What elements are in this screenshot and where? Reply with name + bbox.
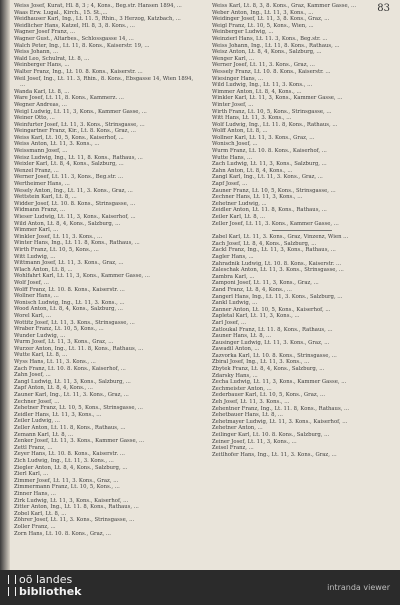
directory-entry: Zinner Hans, ... [14,490,56,497]
directory-entry: Widder Josef, Lt. 10. 8. Kons., Strinsgasse, ... [14,200,136,207]
directory-entry: Weisz Ludwig, Ing., Lt. 11, 8. Kons., Rathaus, ... [14,154,143,161]
directory-entry: Zarl Josef, ... [212,319,247,326]
right-column-lower [212,234,392,458]
directory-entry: Zach Josef, Lt. 8, 4, Kons., Salzburg, ... [212,240,317,247]
directory-entry: Zehetner Ludwig, ... [212,200,267,207]
directory-entry: Zanner Anton, Lt. 10, 5, Kons., Kaiserhof, ... [212,306,331,313]
directory-entry: Zeilinger Karl, Lt. 10. 8. Kons., Salzburg, ... [212,432,330,438]
directory-entry: Winter Hans, Ing., Lt. 11. 8, Kons., Rathaus, ... [14,240,140,247]
directory-entry: Winkler Josef, Lt. 11, 3. Kons., ... [14,233,103,240]
directory-entry: Weber Anton, Ing., Lt. 11, 3, Kons., ... [212,9,314,16]
directory-entry: Weidhauser Karl, Ing., Lt. 11. 5, Rhin., 3 Herzog, Katzbach, ... [14,16,181,23]
directory-entry: Weinberger Hans, ... [14,62,70,69]
directory-entry: Zausinger Ludwig, Lt. 11, 3. Kons., Graz, ... [212,339,330,346]
directory-entry: Zackl Franz, Ing., Lt. 11, 3, Kons., Rathaus, ... [212,247,336,254]
directory-entry: Wurm Josef, Lt. 11, 3, Kons., Graz, ... [14,339,114,346]
directory-entry: Weiss Karl, Lt. 10, 5, Kons., Kaiserhof, ... [14,134,124,141]
directory-entry: Waas Erw. Lugal., Kirch., 15. St.,... [14,9,108,16]
directory-entry: Wieser Ludwig, Lt. 11, 3, Kons., Kaiserhof, ... [14,214,136,220]
directory-entry: Weiner Otto, ... [14,115,55,122]
directory-entry: Wonisch Josef, ... [212,141,258,148]
directory-entry: Wettstein Karl, Lt. 8, ... [14,194,77,201]
directory-entry: Zeidler Hans, Lt. 11, 3, Kons., ... [14,411,102,418]
directory-entry: Zapletal Karl, Lt. 11, 3, Kons., ... [212,313,300,320]
directory-entry: Wolf Josef, ... [14,279,49,286]
directory-entry: Zechmeister Anton, ... [212,385,272,392]
page-gutter [0,0,10,570]
directory-entry: Zitter Anton, Ing., Lt. 11. 8, Kons., Rathaus, ... [14,504,139,511]
directory-entry: Zehetmayer Ludwig, Lt. 11, 3. Kons., Kaiserhof, ... [212,418,348,425]
directory-entry: Zechner Josef, ... [14,398,60,405]
directory-entry: Wunder Ludwig, ... [14,332,66,339]
directory-entry: Zaleschak Anton, Lt. 11, 3. Kons., Strinsgasse, ... [212,267,344,274]
directory-entry: Zoller Franz, ... [14,523,56,530]
directory-entry: Zeidler Anton, Lt. 11. 8, Kons., Rathaus, ... [212,207,327,214]
directory-entry: Wesely Anton, Ing., Lt. 11, 3. Kons., Graz, ... [14,187,133,194]
directory-entry: Wagner Gust., Altarbes., Schlossgasse 14, ... [14,35,134,42]
directory-entry: Wenger Karl, ... [212,55,255,62]
directory-entry: Wolff Anton, Lt. 8, ... [212,128,268,135]
viewer-footer [0,570,400,605]
directory-entry: Weissmann Josef, ... [14,148,68,155]
directory-entry: Zamponi Josef, Lt. 11, 3, Kons., Graz, ... [212,280,319,287]
directory-entry: Weinzierl Hans, Lt. 11. 3, Kons., Beg.str. ... [212,35,328,42]
directory-entry: Zich Ludwig, Ing., Lt. 11, 3. Kons., ... [14,457,114,464]
directory-entry: Wimmer Anton, Lt. 8, 4, Kons., ... [212,88,302,95]
directory-entry: Zangerl Hans, Ing., Lt. 11, 3. Kons., Salzburg, ... [212,293,343,300]
directory-entry: Wimmer Karl, ... [14,227,59,234]
directory-entry: Zeiler Ludwig, ... [14,418,60,425]
directory-entry: Zeiner Josef, Lt. 11, 3, Kons., ... [212,438,297,445]
directory-entry: Zbiral Josef, Ing., Lt. 11, 3. Kons., ... [212,359,310,366]
directory-entry: Zahradnik Ludwig, Lt. 10. 8. Kons., Kaiserstr. ... [212,260,342,267]
library-logo[interactable] [8,574,81,598]
directory-entry: Werner Josef, Lt. 11. 3, Kons., Beg.str. ... [14,174,124,181]
directory-entry: Weil Josef, Ing., Lt. 11. 3, Rhin., 8. Kons., Ebsgasse 14, Wien 1894, ... [14,75,194,89]
directory-entry: Zawadil Anton, ... [212,346,260,353]
directory-entry: Zehentner Franz, Ing., Lt. 11. 8, Kons., Rathaus, ... [212,405,350,412]
directory-entry: Wolf Ludwig, Ing., Lt. 11. 8, Kons., Rathaus, ... [212,121,338,128]
directory-entry: Zand Franz, Lt. 8, 4, Kons., ... [212,286,292,293]
directory-entry: Zach Franz, Lt. 10. 8. Kons., Kaiserhof, ... [14,365,126,372]
directory-entry: Wirth Franz, Lt. 10, 5, Kons., ... [14,246,99,253]
directory-entry: Weixler Karl, Lt. 8, 4, Kons., Salzburg, ... [14,161,124,168]
directory-entry: Wagner Josef Franz, ... [14,29,76,36]
directory-entry: Weigl Franz, Lt. 10, 5, Kons., Wien, ... [212,22,314,29]
directory-entry: Weisz Anton, Lt. 8, 4, Kons., Salzburg, ... [212,49,322,56]
directory-entry: Wood Anton, Lt. 8, 4, Kons., Salzburg, ... [14,306,123,313]
directory-entry: Zeh Josef, Lt. 11, 3. Kons., ... [212,399,290,406]
directory-entry: Wegner Andreas, ... [14,101,67,108]
logo-mark-icon [8,587,16,596]
directory-entry: Wollner Hans, ... [14,293,59,300]
directory-entry: Wild Ludwig, Ing., Lt. 11, 3. Kons., ... [212,82,313,89]
directory-entry: Zapf Anton, Lt. 8, 4, Kons., ... [14,385,93,392]
directory-entry: Wenzel Franz, ... [14,167,59,174]
directory-entry: Zach Ludwig, Lt. 11, 3, Kons., Salzburg, ... [212,161,327,168]
directory-entry: Zechner Hans, Lt. 11, 3, Kons., ... [212,194,303,201]
directory-entry: Zeiler Karl, Lt. 8, ... [212,214,266,220]
directory-entry: Zobel Karl, Lt. 8, ... [14,510,67,517]
right-column-upper [212,3,392,227]
directory-entry: Zbytek Franz, Lt. 8, 4, Kons., Salzburg, ... [212,366,325,373]
directory-entry: Zeisel Franz, ... [212,445,254,452]
logo-mark-icon [8,575,16,584]
directory-entry: Zecha Ludwig, Lt. 11, 3, Kons., Kammer Gasse, ... [212,379,347,386]
directory-entry: Weinberger Ludwig, ... [212,29,274,36]
logo-text-line1: oö landes [19,573,73,586]
logo-text-line2: bibliothek [19,585,82,598]
page-number: 83 [377,3,390,14]
directory-entry: Wyss Hans, Lt. 11, 3. Kons., ... [14,359,96,366]
directory-entry: Zenker Josef, Lt. 11, 3. Kons., Kammer Gasse, ... [14,438,145,445]
directory-entry: Zapf Josef, ... [212,181,248,188]
directory-entry: Zangl Ludwig, Lt. 11, 3, Kons., Salzburg, ... [14,378,131,385]
directory-entry: Ziegler Anton, Lt. 8, 4, Kons., Salzburg, ... [14,464,128,471]
directory-entry: Zagler Hans, ... [212,253,254,260]
directory-entry: Zöhrer Josef, Lt. 11, 3. Kons., Strinsgasse, ... [14,517,135,524]
directory-entry: Wollner Karl, Lt. 11, 3. Kons., Graz, ... [212,134,315,141]
directory-entry: Zambra Karl, ... [212,273,255,280]
directory-entry: Wald Leo, Schulrat, Lt. 8, ... [14,55,90,62]
directory-entry: Wild Anton, Lt. 8, 4, Kons., Salzburg, ... [14,220,121,227]
directory-entry: Zdarsky Hans, ... [212,372,258,379]
directory-entry: Zahn Josef, ... [14,372,51,379]
directory-entry: Zettl Franz, ... [14,444,53,451]
directory-entry: Weiss Johann, ... [14,49,59,56]
directory-entry: Winter Josef, ... [212,101,254,108]
directory-entry: Zahn Anton, Lt. 8, 4, Kons., ... [212,167,293,174]
directory-entry: Zehetbauer Hans, Lt. 8, ... [212,412,283,419]
directory-entry: Werner Josef, Lt. 11, 3. Kons., Graz, ... [212,62,315,69]
directory-entry: Zabel Karl, Lt. 11, 3. Kons., Graz, Vinzenz, Wien ... [212,234,349,241]
directory-entry: Wertheimer Hans, ... [14,181,70,188]
directory-entry: Walter Franz, Ing., Lt. 10. 8. Kons., Kaiserstr. ... [14,68,143,75]
directory-entry: Witt Ludwig, ... [14,253,56,260]
viewer-brand[interactable]: intranda viewer [327,583,390,592]
directory-entry: Zeller Anton, Lt. 11. 8, Kons., Rathaus, ... [14,425,126,431]
section-divider [272,230,332,231]
directory-entry: Weidlicher Hans, Katzel, Hl. 8, 3, 8. Kons., ... [14,22,135,29]
directory-entry: Zederbauer Karl, Lt. 10, 5, Kons., Graz, ... [212,392,326,399]
directory-entry: Weiss Johann, Ing., Lt. 11, 8. Kons., Rathaus, ... [212,42,340,49]
directory-entry: Zemann Karl, Lt. 8, ... [14,431,74,438]
directory-entry: Zimmer Josef, Lt. 11, 3. Kons., Graz, ... [14,477,119,484]
directory-entry: Zehetner Anton, ... [212,425,263,432]
directory-entry: Wurzer Anton, Ing., Lt. 11. 8, Kons., Rathaus, ... [14,345,144,352]
directory-entry: Wottitz Josef, Lt. 11, 3. Kons., Strinsgasse, ... [14,319,135,326]
directory-entry: Weiss Anton, Lt. 11, 3. Kons., ... [14,141,100,148]
directory-entry: Weidinger Josef, Lt. 11, 3, 8. Kons., Graz, ... [212,16,330,23]
directory-entry: Wonisch Ludwig, Ing., Lt. 11, 3. Kons., ... [14,299,125,306]
directory-entry: Wessely Franz, Lt. 10. 8. Kons., Kaiserstr. ... [212,68,331,75]
directory-entry: Zimmermann Franz, Lt. 10, 5, Kons., ... [14,484,120,491]
directory-entry: Zangl Karl, Ing., Lt. 11, 3. Kons., Graz, ... [212,174,323,181]
directory-entry: Wlach Anton, Lt. 8, ... [14,266,73,273]
directory-entry: Zauner Karl, Ing., Lt. 11, 3. Kons., Graz, ... [14,392,129,399]
directory-entry: Zazvorka Karl, Lt. 10. 8. Kons., Strinsgasse, ... [212,352,337,359]
directory-entry: Wirth Franz, Lt. 10, 5, Kons., Strinsgasse, ... [212,108,332,115]
directory-entry: Zauner Hans, Lt. 8, ... [212,333,272,340]
directory-entry: Weingartner Franz, Kir., Lt. 8. Kons., Graz, ... [14,128,136,135]
directory-entry: Weiss Karl, Lt. 8, 3, 8. Kons., Graz, Kammer Gasse, ... [212,3,357,9]
directory-entry: Wohlfahrt Karl, Lt. 11, 3, Kons., Kammer Gasse, ... [14,273,150,280]
directory-entry: Widmann Franz, ... [14,207,66,214]
directory-entry: Wutte Hans, ... [212,154,253,161]
directory-entry: Zeller Josef, Lt. 11, 3. Kons., Kammer Gasse, ... [212,220,339,227]
directory-entry: Zirk Ludwig, Lt. 11, 3, Kons., Kaiserhof, ... [14,497,129,504]
directory-entry: Zatloukal Franz, Lt. 11. 8, Kons., Rathaus, ... [212,326,333,333]
directory-entry: Winkler Karl, Lt. 11, 3, Kons., Kammer Gasse, ... [212,95,343,102]
left-column [14,3,194,537]
directory-entry: Zankl Ludwig, ... [212,300,258,307]
directory-entry: Zeitlhofer Hans, Ing., Lt. 11, 3. Kons., Graz, ... [212,451,337,458]
directory-entry: Wanda Karl, Lt. 8, ... [14,88,70,95]
directory-entry: Zeyer Hans, Lt. 10. 8. Kons., Kaiserstr. ... [14,451,125,458]
directory-entry: Walch Peter, Ing., Lt. 11, 8. Kons., Kaiserstr. 19, ... [14,42,150,49]
directory-entry: Wutte Karl, Lt. 8, ... [14,352,68,359]
directory-entry: Weigl Ludwig, Lt. 11, 3, Kons., Kammer Gasse, ... [14,108,147,115]
directory-entry: Wiesinger Hans, ... [212,75,264,82]
directory-entry: Weiss Josef, Kurat, Hl. 8, 3 ; 4, Kons., Beg.str. Hansen 1894, ... [14,3,182,9]
directory-entry: Witt Hans, Lt. 11, 3. Kons., ... [212,115,292,122]
directory-entry: Wraber Franz, Lt. 10, 5, Kons., ... [14,326,104,333]
directory-entry: Wolff Franz, Lt. 10. 8. Kons., Kaiserstr. ... [14,286,125,293]
directory-entry: Wittmann Josef, Lt. 11, 3. Kons., Graz, ... [14,260,124,267]
directory-entry: Zehetner Franz, Lt. 10, 5, Kons., Strinsgasse, ... [14,405,143,412]
directory-entry: Wurm Franz, Lt. 10. 8. Kons., Kaiserhof, ... [212,148,327,155]
directory-entry: Ware Josef, Lt. 11, 8. Kons., Kammerz. ... [14,95,124,102]
directory-entry: Zierl Karl, ... [14,471,49,478]
right-column [212,3,392,458]
directory-entry: Zorn Hans, Lt. 10. 8. Kons., Graz, ... [14,530,111,537]
directory-entry: Weinfurter Josef, Lt. 11, 3. Kons., Strinsgasse, ... [14,121,145,128]
directory-entry: Worel Karl, ... [14,312,52,319]
directory-entry: Zauner Franz, Lt. 10, 5, Kons., Strinsgasse, ... [212,187,336,194]
